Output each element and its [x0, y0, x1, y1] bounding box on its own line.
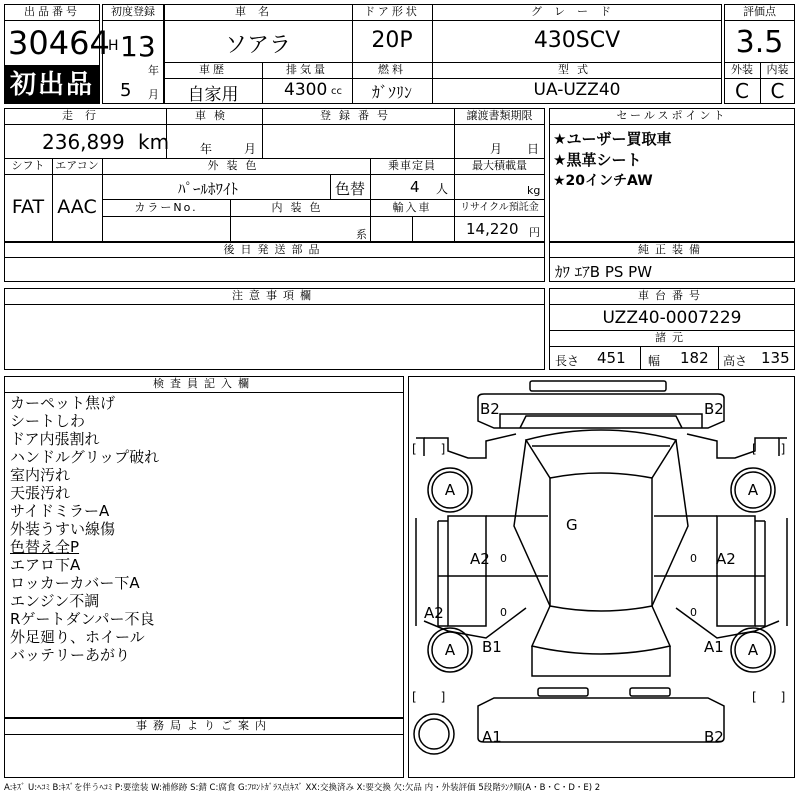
grade-value: 430SCV	[533, 28, 621, 53]
score-label: 評価点	[743, 5, 776, 18]
capacity-unit: 人	[436, 182, 449, 196]
repaint-value: 色替	[334, 180, 365, 198]
era: H	[108, 38, 119, 54]
selling-points-list	[553, 129, 791, 192]
inspector-note: 外装うすい線傷	[10, 520, 116, 538]
first-listing-label: 初出品	[9, 70, 94, 100]
month-value: 5	[120, 80, 132, 101]
mileage-label: 走行	[62, 109, 108, 122]
selling-points-label: セールスポイント	[616, 109, 728, 122]
load-unit: kg	[527, 184, 541, 197]
inspector-note: ドア内張割れ	[10, 430, 100, 448]
history-value: 自家用	[187, 85, 239, 105]
year-value: 13	[120, 30, 156, 63]
notes-label: 注意事項欄	[232, 289, 317, 302]
selling-point: ★黒革シート	[553, 151, 642, 169]
interior-color-label: 内装色	[271, 201, 329, 214]
car-name-label: 車名	[235, 5, 281, 18]
height-value: 135	[761, 349, 790, 367]
mark-roof: G	[566, 516, 578, 534]
inspector-note: 外足廻り、ホイール	[10, 628, 145, 646]
displacement-unit: cc	[331, 86, 342, 97]
inspection-month-unit: 月	[244, 142, 257, 156]
inspector-note: Rゲートダンパー不良	[10, 610, 155, 628]
diagram-zero: 0	[690, 552, 697, 565]
recycle-value: 14,220	[466, 220, 519, 238]
selling-point: ★20インチAW	[553, 173, 653, 189]
displacement-label: 排気量	[286, 63, 328, 76]
model-value: UA-UZZ40	[533, 80, 621, 100]
equipment-label: 純正装備	[638, 243, 706, 256]
car-outline-diagram	[408, 376, 795, 778]
inspector-note: ロッカーカバー下A	[10, 574, 140, 592]
capacity-value: 4	[410, 178, 420, 196]
exterior-label: 外装	[731, 63, 753, 76]
inspection-year-unit: 年	[200, 142, 213, 156]
mark-door-right: A2	[716, 550, 736, 568]
selling-point: ★ユーザー買取車	[553, 130, 672, 148]
mark-rear-left: A1	[482, 728, 502, 746]
door-value: 20P	[371, 28, 413, 53]
inspector-note: バッテリーあがり	[10, 646, 131, 664]
door-label: ドア形状	[364, 5, 420, 18]
color-label: 外装色	[207, 159, 265, 172]
inspector-note: エアロ下A	[10, 556, 81, 574]
score-value: 3.5	[735, 25, 784, 60]
month-unit: 月	[148, 88, 159, 101]
shift-label: シフト	[11, 159, 45, 172]
mark-wheel-fr: A	[747, 481, 759, 499]
width-value: 182	[680, 349, 709, 367]
car-name: ソアラ	[224, 33, 291, 58]
mark-wheel-rl: A	[444, 641, 456, 659]
import-label: 輸入車	[392, 201, 432, 214]
fuel-value: ｶﾞｿﾘﾝ	[371, 83, 412, 102]
diagram-zero: 0	[690, 606, 697, 619]
dims-label: 諸元	[655, 331, 689, 344]
diagram-zero: 0	[500, 552, 507, 565]
mark-front-right: B2	[704, 400, 724, 418]
capacity-label: 乗車定員	[388, 159, 436, 172]
mark-quarter-right: A1	[704, 638, 724, 656]
inspector-note: サイドミラーA	[10, 502, 110, 520]
color-no-label: カラーNo.	[134, 201, 198, 214]
chassis-label: 車台番号	[638, 289, 706, 302]
mark-door-left: A2	[470, 550, 490, 568]
inspector-note: 室内汚れ	[10, 466, 71, 484]
diagram-bracket: [ ]	[412, 690, 446, 704]
transfer-month-unit: 月	[490, 142, 503, 156]
diagram-bracket: [ ]	[752, 442, 786, 456]
mark-quarter-left: B1	[482, 638, 502, 656]
length-value: 451	[597, 349, 626, 367]
fuel-label: 燃料	[378, 63, 406, 76]
transfer-day-unit: 日	[527, 142, 540, 156]
grade-label: グレード	[531, 5, 623, 18]
history-label: 車歴	[199, 63, 227, 76]
inspector-notes-list	[10, 394, 400, 664]
chassis-number: UZZ40-0007229	[602, 308, 742, 328]
mark-rocker-left: A2	[424, 604, 444, 622]
inspector-note: ハンドルグリップ破れ	[10, 448, 160, 466]
transfer-label: 譲渡書類期限	[466, 109, 533, 122]
year-unit: 年	[148, 64, 159, 77]
mileage-value: 236,899	[42, 130, 125, 154]
interior-label: 内装	[766, 63, 789, 76]
inspector-note: 天張汚れ	[10, 484, 71, 502]
mark-rear-right: B2	[704, 728, 724, 746]
diagram-bracket: [ ]	[752, 690, 786, 704]
mileage-unit: km	[138, 130, 170, 154]
equipment-value: ｶﾜ ｴｱB PS PW	[555, 263, 653, 281]
recycle-label: リサイクル預託金	[460, 202, 539, 213]
first-reg-label: 初度登録	[111, 5, 155, 18]
mark-front-left: B2	[480, 400, 500, 418]
exterior-grade: C	[735, 79, 749, 103]
reg-number-label: 登録番号	[320, 109, 396, 122]
interior-color-unit: 系	[356, 228, 367, 241]
recycle-unit: 円	[529, 226, 540, 239]
inspector-note: エンジン不調	[10, 592, 100, 610]
inspection-label: 車検	[195, 109, 233, 122]
diagram-zero: 0	[500, 606, 507, 619]
inspector-note: カーペット焦げ	[10, 394, 116, 412]
footer-legend: A:ｷｽﾞ U:ﾍｺﾐ B:ｷｽﾞを伴うﾍｺﾐ P:要塗装 W:補修跡 S:錆 C:腐食 G:ﾌﾛﾝﾄｶﾞﾗｽ点ｷｽﾞ XX:交換済み X:要交換 欠:欠品 内・外装評価 5段階ﾗﾝｸ順(A・B・C・D・E) 2	[4, 783, 601, 793]
interior-grade: C	[770, 79, 785, 103]
inspector-label: 検査員記入欄	[153, 377, 255, 390]
details-section	[4, 108, 545, 242]
office-label: 事務局よりご案内	[136, 719, 272, 732]
diagram-bracket: [ ]	[412, 442, 446, 456]
mark-wheel-rr: A	[747, 641, 759, 659]
height-label: 高さ	[723, 354, 748, 368]
mark-wheel-fl: A	[444, 481, 456, 499]
inspector-note: シートしわ	[10, 412, 86, 430]
load-label: 最大積載量	[472, 159, 527, 172]
width-label: 幅	[648, 354, 661, 368]
displacement-value: 4300	[284, 80, 328, 100]
color-value: ﾊﾟｰﾙﾎﾜｲﾄ	[178, 180, 239, 198]
lot-number: 30464	[8, 24, 110, 62]
ac-label: エアコン	[55, 159, 99, 172]
inspector-note: 色替え全P	[10, 538, 80, 556]
ac-value: AAC	[57, 196, 97, 218]
model-label: 型式	[558, 63, 596, 76]
lot-label: 出品番号	[24, 5, 80, 18]
later-parts-label: 後日発送部品	[223, 243, 326, 256]
shift-value: FAT	[11, 196, 45, 218]
length-label: 長さ	[555, 354, 580, 368]
